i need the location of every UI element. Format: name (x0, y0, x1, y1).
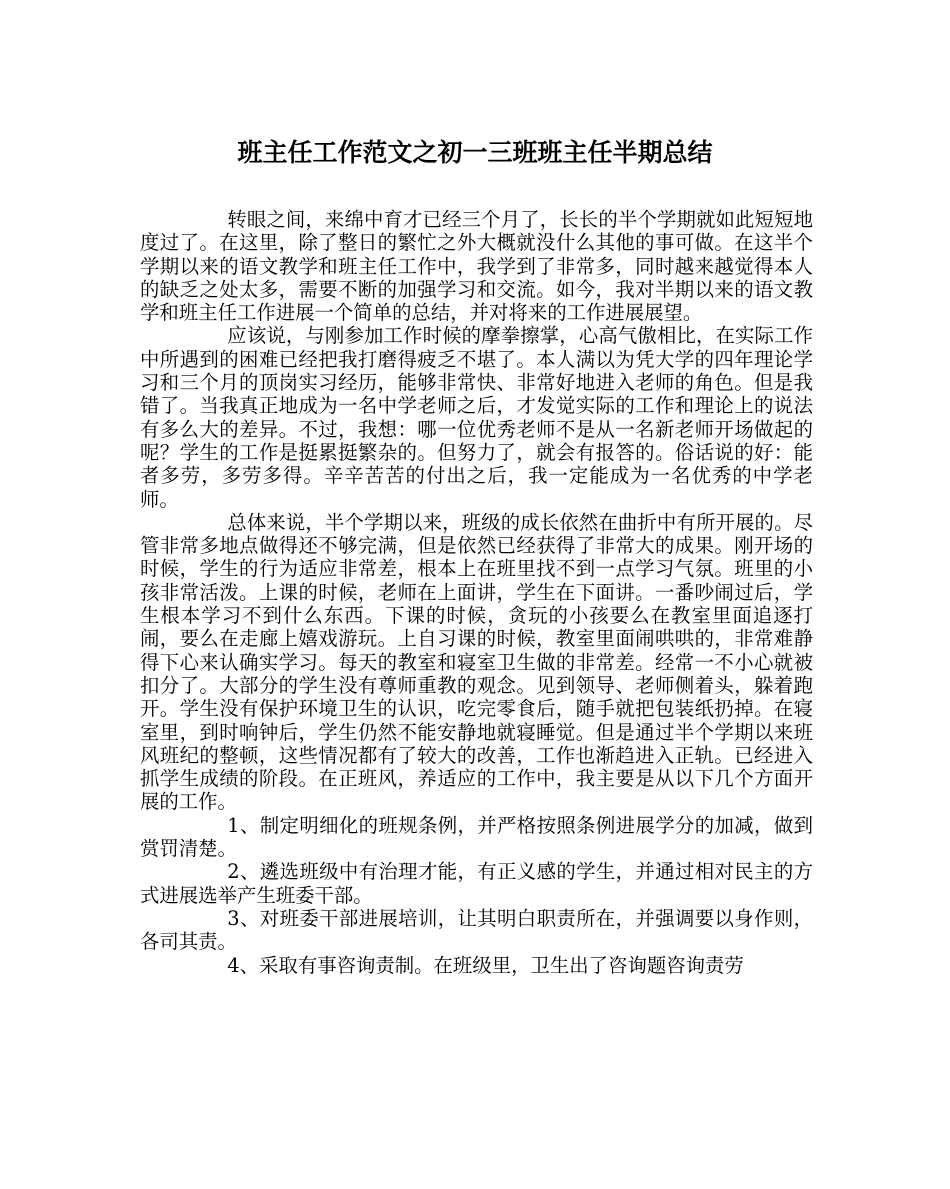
paragraph: 转眼之间，来绵中育才已经三个月了，长长的半个学期就如此短短地度过了。在这里，除了整日的繁忙之外大概就没什么其他的事可做。在这半个学期以来的语文教学和班主任工作中，我学到了非常多，同时越来越觉得本人的缺乏之处太多，需要不断的加强学习和交流。如今，我对半期以来的语文教学和班主任工作进展一个简单的总结，并对将来的工作进展展望。 (140, 208, 813, 325)
paragraph: 总体来说，半个学期以来，班级的成长依然在曲折中有所开展的。尽管非常多地点做得还不够完满，但是依然已经获得了非常大的成果。刚开场的时候，学生的行为适应非常差，根本上在班里找不到一点学习气氛。班里的小孩非常活泼。上课的时候，老师在上面讲，学生在下面讲。一番吵闹过后，学生根本学习不到什么东西。下课的时候，贪玩的小孩要么在教室里面追逐打闹，要么在走廊上嬉戏游玩。上自习课的时候，教室里面闹哄哄的，非常难静得下心来认确实学习。每天的教室和寝室卫生做的非常差。经常一不小心就被扣分了。大部分的学生没有尊师重教的观念。见到领导、老师侧着头，躲着跑开。学生没有保护环境卫生的认识，吃完零食后，随手就把包装纸扔掉。在寝室里，到时响钟后，学生仍然不能安静地就寝睡觉。但是通过半个学期以来班风班纪的整顿，这些情况都有了较大的改善，工作也渐趋进入正轨。已经进入抓学生成绩的阶段。在正班风，养适应的工作中，我主要是从以下几个方面开展的工作。 (140, 510, 813, 814)
document-title: 班主任工作范文之初一三班班主任半期总结 (237, 138, 713, 167)
list-item: 2、遴选班级中有治理才能，有正义感的学生，并通过相对民主的方式进展选举产生班委干部。 (140, 860, 813, 907)
list-item: 1、制定明细化的班规条例，并严格按照条例进展学分的加减，做到赏罚清楚。 (140, 813, 813, 861)
list-item: 4、采取有事咨询责制。在班级里，卫生出了咨询题咨询责劳 (227, 953, 744, 977)
document-body (140, 208, 813, 977)
paragraph: 应该说，与刚参加工作时候的摩拳擦掌，心高气傲相比，在实际工作中所遇到的困难已经把我打磨得疲乏不堪了。本人满以为凭大学的四年理论学习和三个月的顶岗实习经历，能够非常快、非常好地进入老师的角色。但是我错了。当我真正地成为一名中学老师之后，才发觉实际的工作和理论上的说法有多么大的差异。不过，我想：哪一位优秀老师不是从一名新老师开场做起的呢？学生的工作是挺累挺繁杂的。但努力了，就会有报答的。俗话说的好：能者多劳，多劳多得。辛辛苦苦的付出之后，我一定能成为一名优秀的中学老师。 (140, 324, 813, 511)
list-item: 3、对班委干部进展培训，让其明白职责所在，并强调要以身作则，各司其责。 (140, 906, 813, 954)
